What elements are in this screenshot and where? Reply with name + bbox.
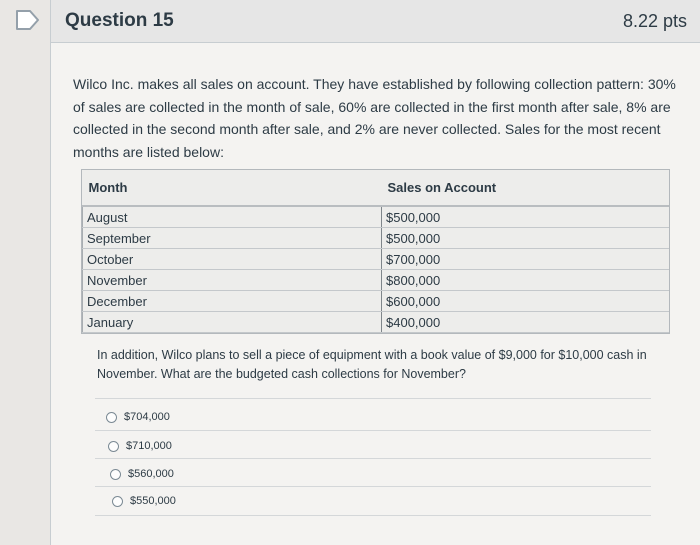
cell-month: November: [83, 270, 382, 291]
question-card: [50, 0, 700, 545]
answer-divider: [95, 515, 651, 516]
radio-button[interactable]: [110, 469, 121, 480]
answer-divider: [95, 398, 651, 399]
cell-month: September: [83, 228, 382, 249]
cell-sales: $500,000: [382, 206, 671, 228]
col-header-month: Month: [83, 170, 382, 206]
answer-divider: [95, 458, 651, 459]
table-row: [83, 228, 671, 249]
cell-month: October: [83, 249, 382, 270]
answer-option[interactable]: [112, 495, 176, 507]
col-header-sales: Sales on Account: [382, 170, 671, 206]
question-points: 8.22 pts: [622, 11, 687, 31]
table-row: [83, 270, 671, 291]
flag-question-icon[interactable]: [14, 9, 42, 31]
cell-sales: $800,000: [382, 270, 671, 291]
answer-divider: [95, 430, 651, 431]
cell-sales: $500,000: [382, 228, 671, 249]
question-header: [51, 0, 700, 43]
table-row: [83, 291, 671, 312]
cell-sales: $700,000: [382, 249, 671, 270]
answer-divider: [95, 486, 651, 487]
radio-button[interactable]: [108, 441, 119, 452]
answer-label: $710,000: [126, 440, 172, 452]
question-addition: In addition, Wilco plans to sell a piece of equipment with a book value of $9,000 for $10,000 cash in November. What are the budgeted cash collections for November?: [97, 348, 647, 381]
question-title: Question 15: [65, 10, 174, 31]
cell-sales: $400,000: [382, 312, 671, 333]
answer-label: $560,000: [128, 468, 174, 480]
question-prompt: Wilco Inc. makes all sales on account. They have established by following collection pattern: 30% of sales are collected in the month of sale, 60% are collected in the first month after sale, 8% are collected in the second month after sale, and 2% are never collected. Sales for the most recent months are listed below:: [73, 76, 676, 160]
cell-month: December: [83, 291, 382, 312]
table-row: [83, 206, 671, 228]
radio-button[interactable]: [112, 496, 123, 507]
table-row: [83, 312, 671, 333]
answer-option[interactable]: [110, 468, 174, 480]
sales-table: [82, 170, 670, 333]
answer-label: $550,000: [130, 495, 176, 507]
cell-month: January: [83, 312, 382, 333]
cell-sales: $600,000: [382, 291, 671, 312]
radio-button[interactable]: [106, 412, 117, 423]
answer-option[interactable]: [106, 411, 170, 423]
answer-option[interactable]: [108, 440, 172, 452]
answer-label: $704,000: [124, 411, 170, 423]
cell-month: August: [83, 206, 382, 228]
table-row: [83, 249, 671, 270]
